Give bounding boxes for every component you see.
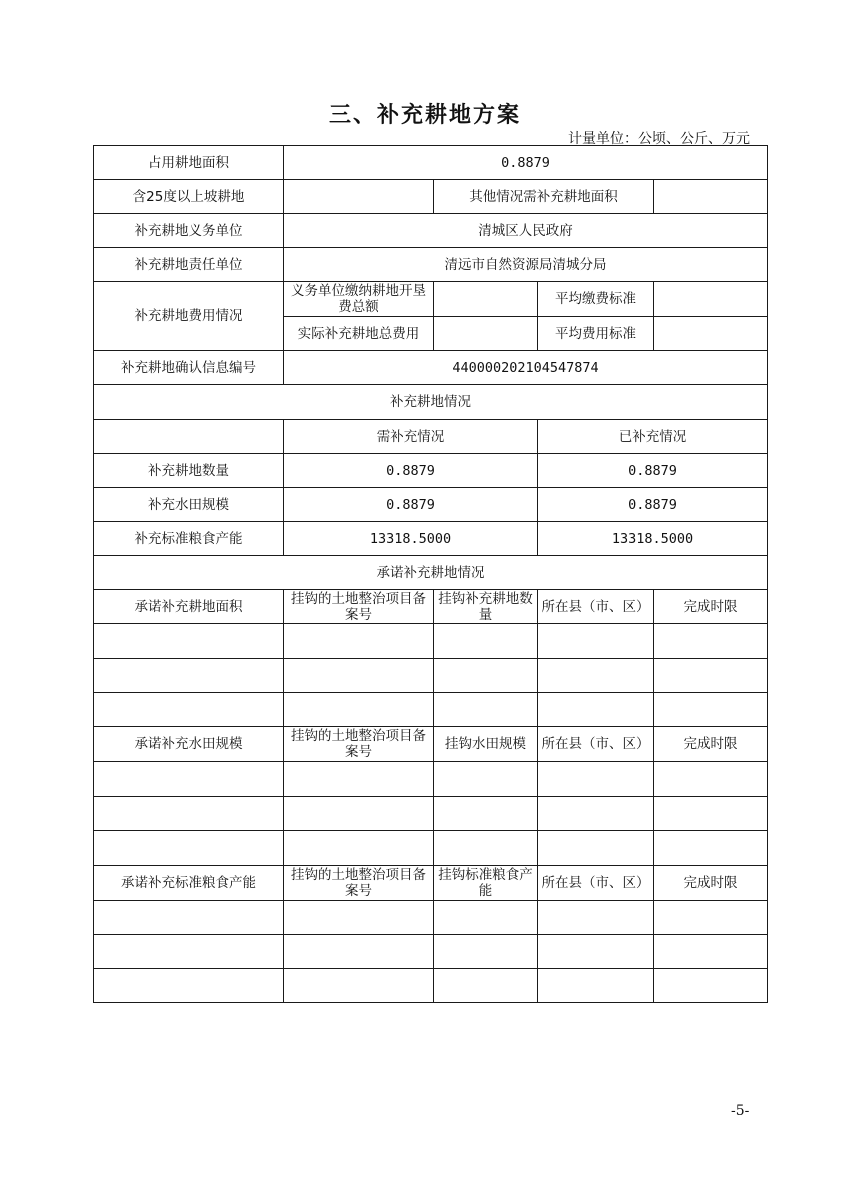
page-number: -5- [731, 1103, 750, 1119]
actual-cost-value [434, 317, 538, 351]
table-row [94, 659, 768, 693]
done-value: 13318.5000 [538, 522, 768, 556]
table-cell [284, 831, 434, 866]
table-cell [434, 762, 538, 797]
table-row [94, 762, 768, 797]
section-header-row [94, 556, 768, 590]
promise-header-row [94, 727, 768, 762]
table-cell [434, 693, 538, 727]
row-label: 补充标准粮食产能 [94, 522, 284, 556]
col-project-header: 挂钩的土地整治项目备案号 [284, 590, 434, 624]
table-cell [94, 659, 284, 693]
table-cell [654, 969, 768, 1003]
obligation-unit-label: 补充耕地义务单位 [94, 214, 284, 248]
col-county-header: 所在县（市、区） [538, 590, 654, 624]
table-row [94, 180, 768, 214]
fee-total-value [434, 282, 538, 317]
table-cell [284, 935, 434, 969]
table-cell [94, 969, 284, 1003]
col-county-header: 所在县（市、区） [538, 727, 654, 762]
table-row [94, 488, 768, 522]
table-cell [434, 624, 538, 659]
table-cell [284, 969, 434, 1003]
table-cell [94, 901, 284, 935]
table-cell [654, 624, 768, 659]
table-cell [654, 831, 768, 866]
table-cell [284, 762, 434, 797]
table-row [94, 901, 768, 935]
table-cell [94, 624, 284, 659]
col-amount-header: 挂钩补充耕地数量 [434, 590, 538, 624]
table-cell [654, 797, 768, 831]
avg-fee-value [654, 282, 768, 317]
occupied-area-label: 占用耕地面积 [94, 146, 284, 180]
needed-value: 0.8879 [284, 454, 538, 488]
actual-cost-label: 实际补充耕地总费用 [284, 317, 434, 351]
col-deadline-header: 完成时限 [654, 727, 768, 762]
table-cell [538, 969, 654, 1003]
table-row [94, 522, 768, 556]
table-row [94, 454, 768, 488]
table-cell [434, 831, 538, 866]
avg-fee-label: 平均缴费标准 [538, 282, 654, 317]
table-row [94, 624, 768, 659]
table-cell [654, 693, 768, 727]
col-deadline-header: 完成时限 [654, 590, 768, 624]
table-cell [538, 624, 654, 659]
page-title: 三、补充耕地方案 [328, 103, 521, 128]
table-cell [538, 693, 654, 727]
col-amount-header: 挂钩标准粮食产能 [434, 866, 538, 901]
table-row [94, 935, 768, 969]
promise-group-label: 承诺补充水田规模 [94, 727, 284, 762]
table-cell [434, 935, 538, 969]
row-label: 补充耕地数量 [94, 454, 284, 488]
table-cell [94, 831, 284, 866]
done-value: 0.8879 [538, 488, 768, 522]
col-needed-header: 需补充情况 [284, 420, 538, 454]
col-deadline-header: 完成时限 [654, 866, 768, 901]
col-county-header: 所在县（市、区） [538, 866, 654, 901]
table-cell [284, 797, 434, 831]
table-cell [94, 797, 284, 831]
table-cell [434, 969, 538, 1003]
needed-value: 0.8879 [284, 488, 538, 522]
cost-label: 补充耕地费用情况 [94, 282, 284, 351]
table-cell [434, 901, 538, 935]
promise-group-label: 承诺补充标准粮食产能 [94, 866, 284, 901]
table-header-row [94, 420, 768, 454]
table-cell [94, 762, 284, 797]
avg-cost-label: 平均费用标准 [538, 317, 654, 351]
promise-group-label: 承诺补充耕地面积 [94, 590, 284, 624]
needed-value: 13318.5000 [284, 522, 538, 556]
table-cell [284, 693, 434, 727]
responsible-unit-value: 清远市自然资源局清城分局 [284, 248, 768, 282]
table-cell [538, 831, 654, 866]
table-cell [538, 901, 654, 935]
other-area-label: 其他情况需补充耕地面积 [434, 180, 654, 214]
table-row [94, 214, 768, 248]
table-row [94, 969, 768, 1003]
table-cell [284, 624, 434, 659]
table-cell [654, 762, 768, 797]
avg-cost-value [654, 317, 768, 351]
table-cell [94, 693, 284, 727]
table-cell [434, 797, 538, 831]
table-cell [538, 762, 654, 797]
col-project-header: 挂钩的土地整治项目备案号 [284, 727, 434, 762]
col-amount-header: 挂钩水田规模 [434, 727, 538, 762]
confirm-no-label: 补充耕地确认信息编号 [94, 351, 284, 385]
table-cell [654, 901, 768, 935]
table-row [94, 351, 768, 385]
done-value: 0.8879 [538, 454, 768, 488]
table-row [94, 282, 768, 317]
promise-section-title: 承诺补充耕地情况 [94, 556, 768, 590]
situation-section-title: 补充耕地情况 [94, 385, 768, 420]
empty-header-cell [94, 420, 284, 454]
row-label: 补充水田规模 [94, 488, 284, 522]
table-cell [434, 659, 538, 693]
confirm-no-value: 440000202104547874 [284, 351, 768, 385]
table-cell [284, 659, 434, 693]
table-row [94, 146, 768, 180]
promise-header-row [94, 590, 768, 624]
section-header-row [94, 385, 768, 420]
table-row [94, 248, 768, 282]
slope-value [284, 180, 434, 214]
table-cell [654, 659, 768, 693]
table-cell [538, 659, 654, 693]
col-done-header: 已补充情况 [538, 420, 768, 454]
other-area-value [654, 180, 768, 214]
table-cell [538, 797, 654, 831]
col-project-header: 挂钩的土地整治项目备案号 [284, 866, 434, 901]
table-cell [284, 901, 434, 935]
slope-label: 含25度以上坡耕地 [94, 180, 284, 214]
table-row [94, 797, 768, 831]
table-cell [94, 935, 284, 969]
table-cell [538, 935, 654, 969]
table-row [94, 693, 768, 727]
promise-header-row [94, 866, 768, 901]
supplement-farmland-table [93, 145, 768, 1003]
obligation-unit-value: 清城区人民政府 [284, 214, 768, 248]
table-row [94, 831, 768, 866]
table-cell [654, 935, 768, 969]
occupied-area-value: 0.8879 [284, 146, 768, 180]
unit-note: 计量单位：公顷、公斤、万元 [568, 131, 750, 147]
responsible-unit-label: 补充耕地责任单位 [94, 248, 284, 282]
fee-total-label: 义务单位缴纳耕地开垦费总额 [284, 282, 434, 317]
